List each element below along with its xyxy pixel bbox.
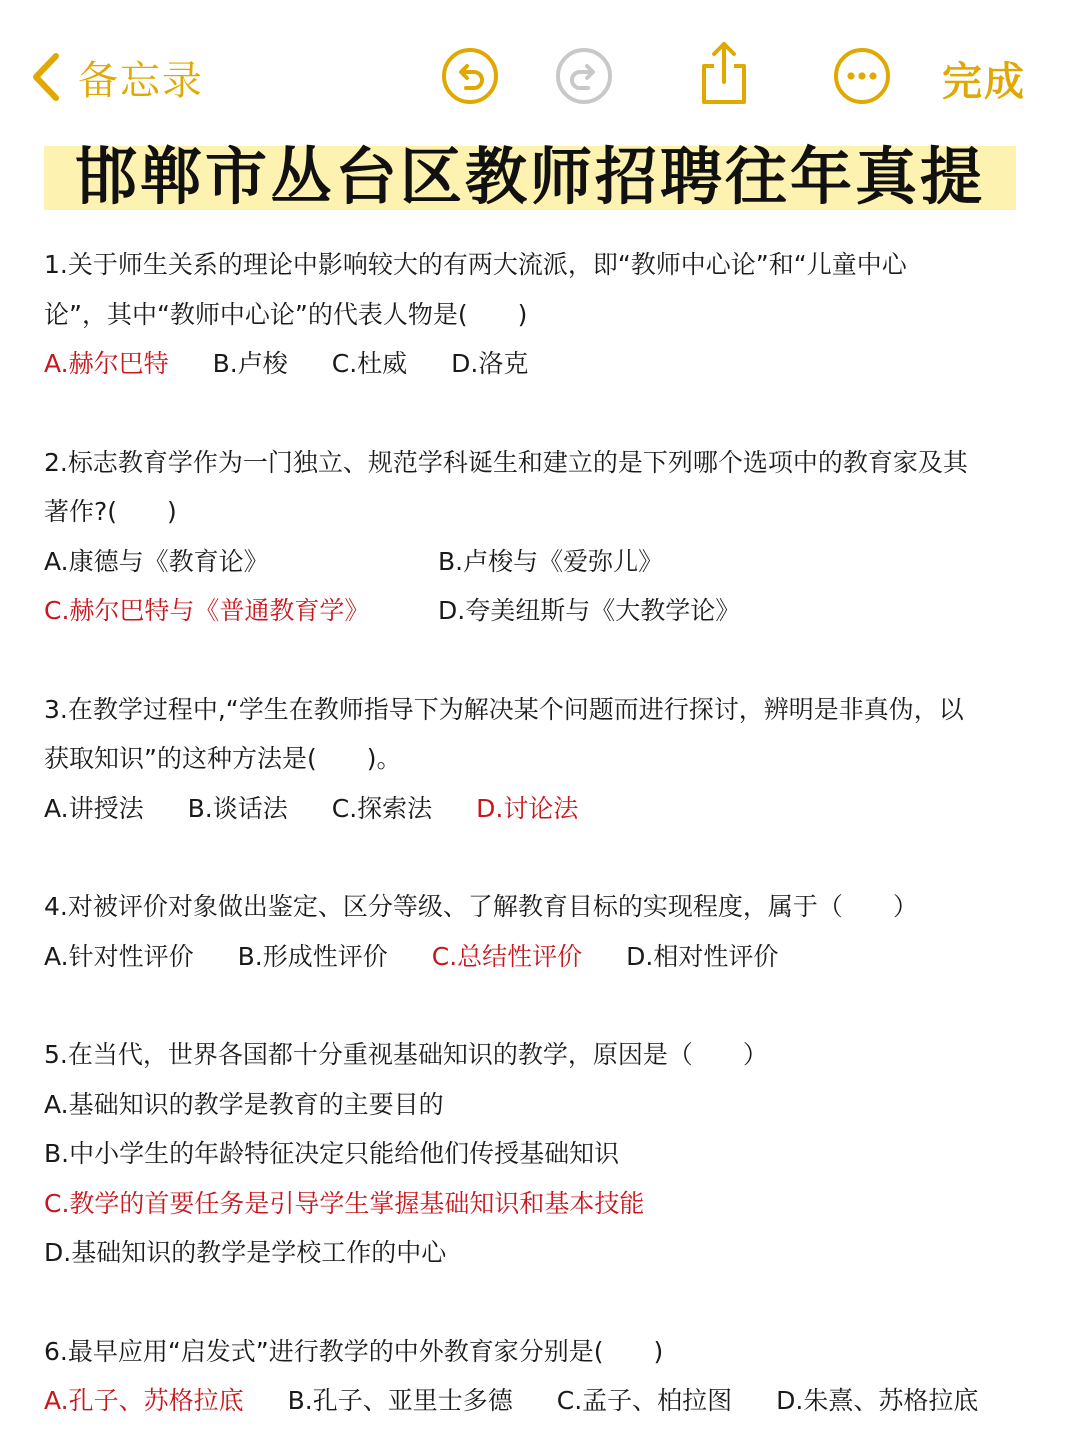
done-button[interactable]: 完成 xyxy=(942,59,1026,105)
question-1 xyxy=(44,240,1034,389)
question-6 xyxy=(44,1327,1034,1426)
options-row xyxy=(44,1376,1034,1426)
question-text-line: 1.关于师生关系的理论中影响较大的有两大流派，即“教师中心论”和“儿童中心 xyxy=(44,250,907,279)
note-title: 邯郸市丛台区教师招聘往年真提 xyxy=(74,140,985,213)
option-b: B.谈话法 xyxy=(187,793,288,823)
question-text-line: 3.在教学过程中,“学生在教师指导下为解决某个问题而进行探讨，辨明是非真伪，以 xyxy=(44,694,964,724)
option-c-correct: C.赫尔巴特与《普通教育学》 xyxy=(44,596,370,625)
option-d-correct: D.讨论法 xyxy=(476,793,579,823)
share-button[interactable] xyxy=(694,40,754,100)
option-c-correct: C.教学的首要任务是引导学生掌握基础知识和基本技能 xyxy=(44,1188,645,1218)
back-button[interactable] xyxy=(28,42,204,112)
options-row xyxy=(44,932,1034,982)
question-4 xyxy=(44,882,1034,981)
option-a: A.康德与《教育论》 xyxy=(44,546,269,576)
option-b: B.卢梭 xyxy=(212,349,288,378)
option-a: A.针对性评价 xyxy=(44,941,194,971)
option-c: C.孟子、柏拉图 xyxy=(556,1386,733,1415)
option-d: D.基础知识的教学是学校工作的中心 xyxy=(44,1238,447,1267)
option-c: C.探索法 xyxy=(331,793,433,823)
option-d: D.朱熹、苏格拉底 xyxy=(776,1386,979,1415)
notes-toolbar xyxy=(0,0,1080,140)
option-c: C.杜威 xyxy=(331,349,408,378)
question-5 xyxy=(44,1030,1034,1278)
question-text-line: 获取知识”的这种方法是( )。 xyxy=(44,744,402,773)
share-icon xyxy=(694,40,754,106)
option-d: D.洛克 xyxy=(451,349,529,378)
options-row xyxy=(44,339,1034,389)
option-a: A.讲授法 xyxy=(44,793,144,823)
options-row xyxy=(44,784,1034,834)
question-text-line: 论”，其中“教师中心论”的代表人物是( ) xyxy=(44,299,528,329)
option-b: B.中小学生的年龄特征决定只能给他们传授基础知识 xyxy=(44,1139,620,1168)
options-row xyxy=(44,586,1034,636)
more-icon xyxy=(832,46,892,106)
option-b: B.孔子、亚里士多德 xyxy=(287,1386,513,1415)
undo-button[interactable] xyxy=(440,46,500,106)
option-d: D.夸美纽斯与《大教学论》 xyxy=(438,596,741,625)
undo-icon xyxy=(440,46,500,106)
redo-icon xyxy=(554,46,614,106)
question-text-line: 2.标志教育学作为一门独立、规范学科诞生和建立的是下列哪个选项中的教育家及其 xyxy=(44,447,968,477)
redo-button[interactable] xyxy=(554,46,614,106)
option-d: D.相对性评价 xyxy=(626,941,779,971)
question-2 xyxy=(44,438,1034,636)
option-b: B.形成性评价 xyxy=(237,941,388,971)
option-c-correct: C.总结性评价 xyxy=(431,941,583,971)
note-body[interactable] xyxy=(44,240,1034,1426)
back-label: 备忘录 xyxy=(78,57,204,104)
question-text-line: 5.在当代，世界各国都十分重视基础知识的教学，原因是（ ） xyxy=(44,1040,768,1069)
question-text-line: 6.最早应用“启发式”进行教学的中外教育家分别是( ) xyxy=(44,1336,664,1366)
option-a: A.基础知识的教学是教育的主要目的 xyxy=(44,1089,444,1119)
question-text-line: 4.对被评价对象做出鉴定、区分等级、了解教育目标的实现程度，属于（ ） xyxy=(44,892,918,921)
option-a-correct: A.赫尔巴特 xyxy=(44,349,169,378)
options-row xyxy=(44,537,1034,587)
question-3 xyxy=(44,685,1034,834)
option-b: B.卢梭与《爱弥儿》 xyxy=(438,546,664,576)
option-a-correct: A.孔子、苏格拉底 xyxy=(44,1386,244,1415)
chevron-left-icon xyxy=(28,50,62,104)
question-text-line: 著作?( ) xyxy=(44,497,177,526)
more-button[interactable] xyxy=(832,46,892,106)
